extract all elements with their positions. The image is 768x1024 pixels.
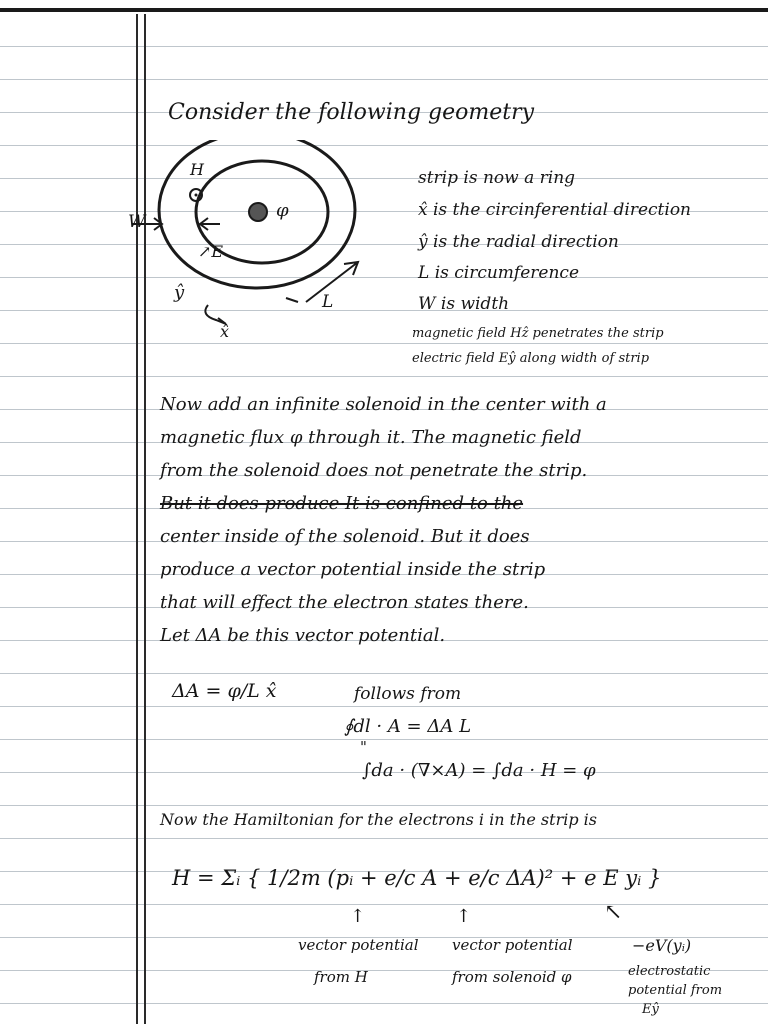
ruled-line bbox=[0, 244, 768, 245]
label-h: H bbox=[190, 160, 204, 179]
width-arrow-right-icon bbox=[200, 218, 220, 230]
label-x-hat: x̂ bbox=[220, 322, 230, 341]
hamiltonian-equation: H = Σᵢ { 1/2m (pᵢ + e/c A + e/c ΔA)² + e E yᵢ } bbox=[172, 866, 662, 890]
field-dot bbox=[195, 194, 198, 197]
ruled-line bbox=[0, 904, 768, 905]
equation-line-integral: ∮dl · A = ΔA L bbox=[344, 716, 472, 737]
page-title: Consider the following geometry bbox=[168, 100, 535, 125]
note-electric-field: electric field Eŷ along width of strip bbox=[412, 351, 650, 366]
paragraph-line-struck: But it does produce It is confined to the bbox=[160, 493, 524, 514]
l-leader-icon bbox=[286, 298, 298, 302]
arrow-electrostatic: ↖ bbox=[604, 900, 623, 925]
ruled-line bbox=[0, 178, 768, 179]
label-l: L bbox=[322, 292, 334, 312]
annotation-e-y: Eŷ bbox=[642, 1002, 659, 1017]
equation-follows: follows from bbox=[354, 684, 462, 704]
label-phi: φ bbox=[276, 200, 289, 221]
ring-diagram bbox=[120, 140, 380, 350]
label-y-hat: ŷ bbox=[174, 282, 185, 303]
ruled-line bbox=[0, 673, 768, 674]
label-w: W bbox=[128, 212, 146, 232]
paragraph-line: Now add an infinite solenoid in the center with a bbox=[160, 394, 607, 415]
annotation-vector-potential-h: vector potential bbox=[298, 936, 419, 954]
annotation-minus-ev: −eV(yᵢ) bbox=[632, 936, 692, 955]
note-width: W is width bbox=[418, 294, 510, 314]
paragraph-line: center inside of the solenoid. But it does bbox=[160, 526, 530, 547]
ruled-line bbox=[0, 79, 768, 80]
solenoid-icon bbox=[249, 203, 267, 221]
equation-surface-integral: ∫da · (∇×A) = ∫da · H = φ bbox=[362, 760, 596, 781]
note-y-direction: ŷ is the radial direction bbox=[418, 232, 619, 252]
annotation-from-h: from H bbox=[314, 968, 368, 986]
arrow-vector-potential-h: ↑ bbox=[350, 906, 366, 927]
paragraph-line: Let ΔA be this vector potential. bbox=[160, 625, 446, 646]
ruled-line bbox=[0, 838, 768, 839]
ruled-line bbox=[0, 805, 768, 806]
ruled-line bbox=[0, 376, 768, 377]
annotation-vector-potential-solenoid: vector potential bbox=[452, 936, 573, 954]
note-strip-ring: strip is now a ring bbox=[418, 168, 576, 188]
paragraph-line: produce a vector potential inside the strip bbox=[160, 559, 546, 580]
paragraph-line: magnetic flux φ through it. The magnetic field bbox=[160, 427, 582, 448]
paragraph-line: that will effect the electron states there. bbox=[160, 592, 529, 613]
ruled-line bbox=[0, 343, 768, 344]
paragraph-line: from the solenoid does not penetrate the strip. bbox=[160, 460, 588, 481]
note-circumference: L is circumference bbox=[418, 263, 580, 283]
ruled-line bbox=[0, 277, 768, 278]
label-e: ↗E bbox=[198, 242, 224, 261]
note-magnetic-field: magnetic field Hẑ penetrates the strip bbox=[412, 326, 664, 341]
ruled-line bbox=[0, 739, 768, 740]
hamiltonian-intro: Now the Hamiltonian for the electrons i in the strip is bbox=[160, 810, 597, 829]
annotation-electrostatic: electrostatic bbox=[628, 964, 711, 979]
arrow-vector-potential-solenoid: ↑ bbox=[456, 906, 472, 927]
equation-equals-mark: " bbox=[360, 738, 367, 756]
equation-delta-a: ΔA = φ/L x̂ bbox=[172, 680, 277, 702]
ruled-line bbox=[0, 46, 768, 47]
ruled-line bbox=[0, 310, 768, 311]
ruled-line bbox=[0, 145, 768, 146]
note-x-direction: x̂ is the circinferential direction bbox=[418, 200, 692, 220]
top-rule bbox=[0, 8, 768, 12]
annotation-from-solenoid: from solenoid φ bbox=[452, 968, 572, 986]
annotation-potential-from: potential from bbox=[628, 983, 723, 998]
ruled-line bbox=[0, 706, 768, 707]
